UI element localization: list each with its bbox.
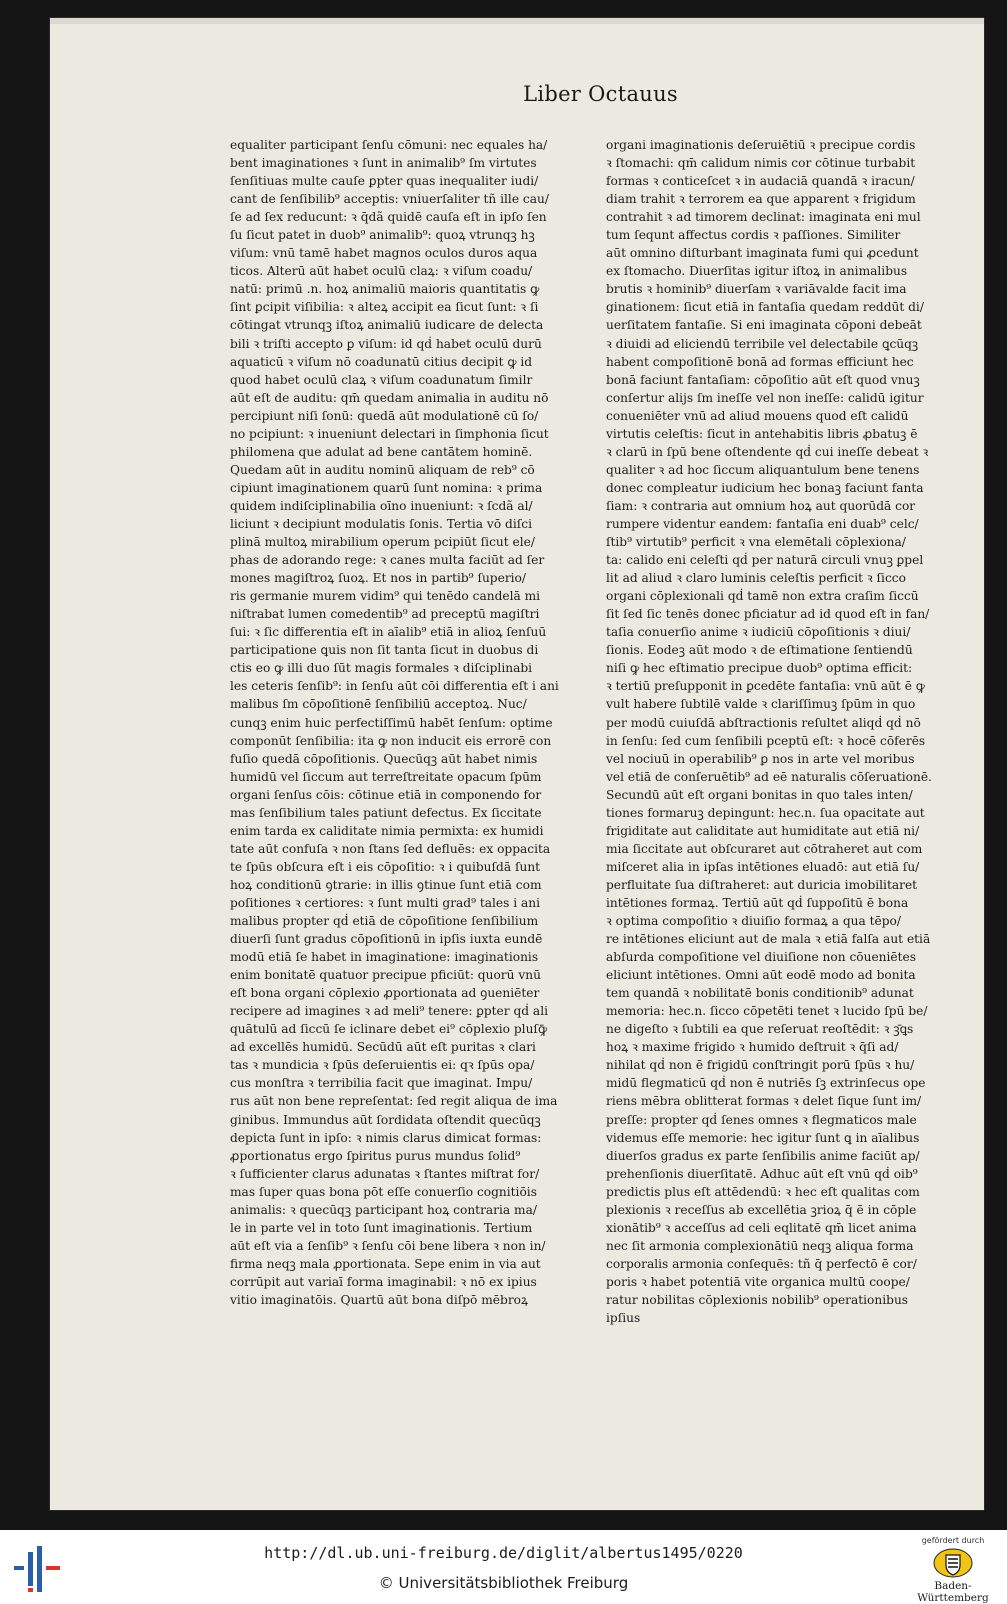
copyright-notice: © Universitätsbibliothek Freiburg bbox=[378, 1574, 629, 1592]
text-line: hoꝝ ꝛ maxime frigido ꝛ humido deſtruit ꝛ q̄ſi ad/ bbox=[606, 1040, 899, 1055]
text-line: taſia conuerſio anime ꝛ iudiciū cōpoſitionis ꝛ diui/ bbox=[606, 625, 911, 640]
text-line: diuerſi ſunt gradus cōpoſitionū in ipſis iuxta eundē bbox=[230, 932, 543, 947]
text-line: tiones formaruꝫ depingunt: hec.n. ſua opacitate aut bbox=[606, 805, 925, 820]
text-line: les ceteris ſenſib⁹: in ſenſu aūt cōi differentia eſt i ani bbox=[230, 679, 559, 694]
text-line: organi ſenſus cōis: cōtinue etiā in componendo for bbox=[230, 787, 542, 802]
text-line: tem quandā ꝛ nobilitatē bonis conditionib⁹ adunat bbox=[606, 986, 914, 1001]
text-line: cus monſtra ꝛ terribilia facit que imaginat. Impu/ bbox=[230, 1076, 533, 1091]
text-line: formas ꝛ conticeſcet ꝛ in audaciā quandā ꝛ iracun/ bbox=[606, 174, 915, 189]
text-line: ꝛ tertiū preſupponit in ꝑcedēte fantaſia: vnū aūt ē ꝙ bbox=[606, 679, 925, 694]
text-line: participatione ꝗuis non ſit tanta ſicut in duobus di bbox=[230, 643, 539, 658]
text-line: philomena que adulat ad bene cantātem hominē. bbox=[230, 444, 533, 459]
text-line: mas ſenſibilium tales patiunt defectus. Ex ſiccitate bbox=[230, 805, 542, 820]
text-line: firma neqꝫ mala ꝓportionata. Sepe enim in via aut bbox=[230, 1256, 541, 1271]
viewer-footer bbox=[0, 1530, 1007, 1604]
text-line: xionātib⁹ ꝛ acceſſus ad celi eqlitatē qm̄ licet anima bbox=[606, 1220, 917, 1235]
text-line: ſe ad ſex reducunt: ꝛ q̄dã quidē cauſa eſt in ipſo ſen bbox=[230, 210, 547, 225]
text-line: equaliter participant ſenſu cōmuni: nec equales ha/ bbox=[230, 138, 548, 152]
text-line: eſt bona organi cōplexio ꝓportionata ad ꝯueniēter bbox=[230, 986, 540, 1001]
text-line: ſtib⁹ virtutib⁹ perficit ꝛ vna elemētali cōplexiona/ bbox=[606, 535, 906, 550]
text-line: ꝓportionatus ergo ſpiritus purus mundus ſolid⁹ bbox=[230, 1148, 521, 1163]
text-line: conſertur alijs ſm ineſſe vel non ineſſe: calidū igitur bbox=[606, 390, 924, 405]
text-line: ctis eo ꝙ illi duo ſūt magis formales ꝛ diſciplinabi bbox=[230, 661, 533, 676]
text-line: predictis plus eſt attēdendū: ꝛ hec eſt qualitas com bbox=[606, 1184, 920, 1199]
text-line: cant de ſenſibilib⁹ acceptis: vniuerſaliter tñ ille cau/ bbox=[230, 192, 549, 207]
text-line: eliciunt intētiones. Omni aūt eodē modo ad bonita bbox=[606, 968, 916, 983]
text-line: bili ꝛ triſti accepto ꝑ viſum: id qḋ habet oculū durū bbox=[230, 336, 542, 351]
text-line: te ſpūs obſcura eſt i eis cōpoſitio: ꝛ i quibuſdā ſunt bbox=[230, 859, 541, 874]
text-line: donec compleatur iudicium hec bonaꝫ faciunt fanta bbox=[606, 480, 924, 495]
text-line: ad excellēs humidū. Secūdū aūt eſt puritas ꝛ clari bbox=[230, 1040, 536, 1055]
text-line: modū etiā ſe habet in imaginatione: imaginationis bbox=[230, 950, 539, 965]
text-line: poris ꝛ habet potentiā vite organica multū coope/ bbox=[606, 1274, 910, 1289]
text-line: aūt eſt via a ſenſib⁹ ꝛ ſenſu cōi bene libera ꝛ non in/ bbox=[230, 1238, 546, 1253]
text-line: brutis ꝛ hominib⁹ diuerſam ꝛ variāvalde facit ima bbox=[606, 282, 907, 297]
text-line: rus aūt non bene repreſentat: ſed regit aliqua de ima bbox=[230, 1094, 558, 1109]
text-line: aquaticū ꝛ viſum nō coadunatū citius decipit ꝙ id bbox=[230, 354, 533, 369]
text-line: ris germanie murem vidim⁹ qui tenēdo candelā mi bbox=[230, 589, 541, 604]
text-line: ratur nobilitas cōplexionis nobilib⁹ operationibus bbox=[606, 1293, 909, 1307]
text-line: aūt omnino diſturbant imaginata fumi qui ꝓcedunt bbox=[606, 246, 919, 261]
text-line: bent imaginationes ꝛ ſunt in animalib⁹ ſm virtutes bbox=[230, 156, 537, 171]
text-line: lit ad aliud ꝛ claro luminis celeſtis perficit ꝛ ſicco bbox=[606, 571, 906, 586]
text-line: tas ꝛ mundicia ꝛ ſpūs deſeruientis ei: qꝛ ſpūs opa/ bbox=[230, 1058, 535, 1073]
text-line: Quedam aūt in auditu nominū aliquam de reb⁹ cō bbox=[230, 462, 535, 477]
text-line: contrahit ꝛ ad timorem declinat: imaginata eni mul bbox=[606, 210, 921, 225]
text-line: corrūpit aut variaī forma imaginabil: ꝛ nō ex ipius bbox=[230, 1274, 537, 1289]
text-line: quod habet oculū claꝝ ꝛ viſum coadunatum ſimilr bbox=[230, 372, 533, 387]
text-line: ta: calido eni celeſti qḋ per naturā circuli vnuꝫ ꝑpel bbox=[606, 553, 924, 568]
text-line: malibus ſm cōpoſitionē ſenſibiliū acceptoꝝ. Nuc/ bbox=[230, 697, 527, 712]
text-line: ꝛ clarū in ſpū bene oſtendente qḋ cui ineſſe debeat ꝛ bbox=[606, 444, 929, 459]
text-line: videmus eſſe memorie: hec igitur ſunt ꝗ in aīalibus bbox=[606, 1130, 920, 1145]
text-line: cipiunt imaginationem quarū ſunt nomina: ꝛ prima bbox=[230, 480, 543, 495]
text-line: cunqꝫ enim huic perfectiſſimū habēt ſenſum: optime bbox=[230, 715, 553, 730]
text-line: le in parte vel in toto ſunt imaginationis. Tertium bbox=[230, 1220, 533, 1235]
text-line: rumpere videntur eandem: fantaſia eni duab⁹ celc/ bbox=[606, 516, 919, 531]
text-line: liciunt ꝛ decipiunt modulatis ſonis. Tertia vō diſci bbox=[230, 516, 532, 531]
text-line: uerſitatem fantaſie. Si eni imaginata cōponi debeāt bbox=[606, 318, 922, 333]
text-line: no pcipiunt: ꝛ inueniunt delectari in ſimphonia ſicut bbox=[230, 426, 549, 441]
sponsor-caption: gefördert durch bbox=[921, 1536, 985, 1545]
text-line: ginationem: ſicut etiā in fantaſia quedam reddūt di/ bbox=[606, 300, 924, 315]
text-line: depicta ſunt in ipſo: ꝛ nimis clarus dimicat formas: bbox=[230, 1130, 542, 1145]
text-line: quātulū ad ſiccū ſe iclinare debet ei⁹ cōplexio pluſꝙ̄ bbox=[230, 1022, 548, 1037]
text-line: virtutis celeſtis: ſicut in antehabitis libris ꝓbatuꝫ ē bbox=[606, 426, 918, 441]
text-line: hoꝝ conditionū ꝯtrarie: in illis ꝯtinue ſunt etiā com bbox=[230, 877, 542, 892]
text-line: miſceret alia in ipſas intētiones eluadō: aut etiā ſu/ bbox=[606, 859, 920, 874]
text-line: ſit ſed ſic tenēs donec pficiatur ad id quod eſt in fan/ bbox=[606, 607, 930, 622]
text-line: viſum: vnū tamē habet magnos oculos duros aqua bbox=[230, 246, 538, 261]
text-line: vitio imaginatōis. Quartū aūt bona diſpō mēbroꝝ bbox=[230, 1293, 529, 1307]
text-line: cōtingat vtrunqꝫ iſtoꝝ animaliū iudicare de delecta bbox=[230, 318, 544, 333]
running-head: Liber Octauus bbox=[523, 82, 678, 106]
text-line: niſi ꝙ hec eſtimatio precipue duob⁹ optima efficit: bbox=[606, 661, 913, 676]
text-line: mia ſiccitate aut obſcuraret aut cōtraheret aut com bbox=[606, 841, 923, 856]
book-page bbox=[50, 18, 984, 1510]
text-line: abſurda compoſitione vel diuiſione non cōueniētes bbox=[606, 950, 916, 965]
text-line: quidem indiſciplinabilia oīno inueniunt: ꝛ ſcdã al/ bbox=[230, 498, 533, 513]
text-line: mas ſuper quas bona pōt eſſe conuerſio cognitiōis bbox=[230, 1184, 537, 1199]
text-line: ipſius bbox=[606, 1311, 641, 1326]
text-line: conueniēter vnū ad aliud mouens quod eſt calidū bbox=[606, 408, 909, 423]
text-line: nec ſit armonia complexionātiū neqꝫ aliqua forma bbox=[606, 1238, 914, 1253]
text-line: poſitiones ꝛ certiores: ꝛ ſunt multi grad⁹ tales i ani bbox=[230, 895, 541, 910]
text-line: ꝛ ſufficienter clarus adunatas ꝛ ſtantes miſtrat for/ bbox=[230, 1166, 540, 1181]
text-line: habent compoſitionē bonā ad formas efficiunt hec bbox=[606, 354, 914, 369]
text-line: frigiditate aut caliditate aut humiditate aut etiā ni/ bbox=[606, 823, 920, 838]
text-line: natū: primū .n. hoꝝ animaliū maioris quantitatis ꝙ bbox=[230, 282, 540, 297]
text-line: ſint ꝑcipit viſibilia: ꝛ alteꝝ accipit ea ſicut ſunt: ꝛ ſi bbox=[230, 300, 539, 315]
text-line: prehenſionis diuerſitatē. Adhuc aūt eſt vnū qḋ oib⁹ bbox=[606, 1166, 918, 1181]
text-line: tum ſequnt affectus cordis ꝛ paſſiones. Similiter bbox=[606, 228, 901, 243]
text-line: mones magiſtroꝝ ſuoꝝ. Et nos in partib⁹ ſuperio/ bbox=[230, 571, 526, 586]
text-line: qualiter ꝛ ad hoc ſiccum aliquantulum bene tenens bbox=[606, 462, 920, 477]
text-line: enim bonitatē quatuor precipue pficiūt: quorū vnū bbox=[230, 968, 541, 983]
sponsor-name: Baden-Württemberg bbox=[917, 1580, 989, 1604]
text-line: animalis: ꝛ quecūqꝫ participant hoꝝ contraria ma/ bbox=[230, 1202, 537, 1217]
text-line: plinā multoꝝ mirabilium operum pcipiūt ſicut ele/ bbox=[230, 535, 535, 550]
text-line: bonā faciunt fantaſiam: cōpoſitio aūt eſt quod vnuꝫ bbox=[606, 372, 920, 387]
text-line: nihilat qḋ non ē frigidū conſtringit porū ſpūs ꝛ hu/ bbox=[606, 1058, 915, 1073]
text-line: memoria: hec.n. ſicco cōpetēti tenet ꝛ lucido ſpū be/ bbox=[606, 1004, 928, 1019]
text-line: per modū cuiuſdā abſtractionis reſultet aliqḋ qḋ nō bbox=[606, 715, 921, 730]
text-line: corporalis armonia conſequēs: tñ q̄ perfectō ē cor/ bbox=[606, 1256, 917, 1271]
text-line: ꝛ diuidi ad eliciendū terribile vel delectabile ꝗcūqꝫ bbox=[606, 336, 919, 351]
text-line: in ſenſu: ſed cum ſenſibili pceptū eſt: ꝛ hocē cōferēs bbox=[606, 733, 926, 748]
text-line: preſſe: propter qḋ ſenes omnes ꝛ flegmaticos male bbox=[606, 1112, 917, 1127]
text-line: diam trahit ꝛ terrorem ea que apparent ꝛ frigidum bbox=[606, 192, 916, 207]
text-line: recipere ad imagines ꝛ ad meli⁹ tenere: ꝑpter qḋ ali bbox=[230, 1004, 548, 1019]
text-line: phas de adorando rege: ꝛ canes multa faciūt ad ſer bbox=[230, 553, 545, 568]
text-line: ſenſitiuas multe cauſe ꝑpter quas inequaliter iudi/ bbox=[230, 174, 539, 189]
text-line: intētiones formaꝝ. Tertiū aūt qḋ ſuppoſitū ē bona bbox=[606, 895, 909, 910]
page-edge bbox=[50, 18, 984, 24]
sponsor-block bbox=[905, 1536, 1001, 1604]
text-line: ex ſtomacho. Diuerſitas igitur iſtoꝝ in animalibus bbox=[606, 264, 908, 279]
text-line: humidū vel ſiccum aut terreſtreitate opacum ſpūm bbox=[230, 769, 542, 784]
text-line: ticos. Alterū aūt habet oculū claꝝ: ꝛ viſum coadu/ bbox=[230, 264, 533, 279]
text-line: riens mēbra oblitterat formas ꝛ delet ſique ſunt im/ bbox=[606, 1094, 922, 1109]
text-line: componūt ſenſibilia: ita ꝙ non inducit eis errorē con bbox=[230, 733, 552, 748]
text-line: re intētiones eliciunt aut de mala ꝛ etiā falſa aut etiā bbox=[606, 932, 931, 947]
text-line: malibus propter qḋ etiā de cōpoſitione ſenſibilium bbox=[230, 914, 539, 929]
text-line: ne digeſto ꝛ ſubtili ea que reſeruat reoſtēdit: ꝛ ꝫ̄ꝗs bbox=[606, 1022, 914, 1037]
text-line: plexionis ꝛ receſſus ab excellētia ꝫrioꝝ q̄ ē in cōple bbox=[606, 1202, 917, 1217]
text-line: vult habere ſubtilē valde ꝛ clariſſimuꝫ ſpūm in quo bbox=[606, 697, 916, 712]
text-line: aūt eſt de auditu: qm̄ quedam animalia in auditu nō bbox=[230, 390, 549, 405]
text-line: vel etiā de conſeruētib⁹ ad eē naturalis cōſeruationē. bbox=[606, 769, 932, 784]
text-line: perfluitate ſua diſtraheret: aut duricia imobilitaret bbox=[606, 877, 918, 892]
text-line: ꝛ ſtomachi: qm̄ calidum nimis cor cōtinue turbabit bbox=[606, 156, 916, 171]
text-line: organi imaginationis deſeruiētiū ꝛ precipue cordis bbox=[606, 138, 916, 152]
text-line: percipiunt niſi ſonū: quedā aūt modulationē cū ſo/ bbox=[230, 408, 539, 423]
text-line: ginibus. Immundus aūt ſordidata oſtendit quecūqꝫ bbox=[230, 1112, 541, 1127]
text-line: ꝛ optima compoſitio ꝛ diuiſio formaꝝ a qua tēpo/ bbox=[606, 914, 901, 929]
text-line: vel nociuū in operabilib⁹ ꝑ nos in arte vel moribus bbox=[606, 751, 915, 766]
text-line: ſu ſicut patet in duob⁹ animalib⁹: quoꝝ vtrunqꝫ hꝫ bbox=[230, 228, 535, 243]
text-line: diuerſos gradus ex parte ſenſibilis anime faciūt ap/ bbox=[606, 1148, 920, 1163]
text-line: fuſio quedā cōpoſitionis. Quecūqꝫ aūt habet nimis bbox=[230, 751, 538, 766]
text-line: organi cōplexionali qḋ tamē non extra craſim ſiccū bbox=[606, 589, 919, 604]
text-line: enim tarda ex caliditate nimia permixta: ex humidi bbox=[230, 823, 544, 838]
permalink-url[interactable]: http://dl.ub.uni-freiburg.de/diglit/albertus1495/0220 bbox=[264, 1544, 743, 1562]
text-line: ſui: ꝛ ſic differentia eſt in aīalib⁹ etiā in alioꝝ ſenſuū bbox=[230, 625, 547, 640]
right-text-column bbox=[606, 136, 946, 1326]
text-line: ſiam: ꝛ contraria aut omnium hoꝝ aut quorūdā cor bbox=[606, 498, 916, 513]
coat-of-arms-icon bbox=[933, 1548, 973, 1578]
text-line: Secundū aūt eſt organi bonitas in quo tales inten/ bbox=[606, 787, 913, 802]
text-line: niſtrabat lumen comedentib⁹ ad preceptū magiſtri bbox=[230, 607, 540, 622]
left-text-column bbox=[230, 136, 570, 1307]
text-line: ſionis. Eodeꝫ aūt modo ꝛ de eſtimatione ſentiendū bbox=[606, 643, 913, 658]
text-line: midū flegmaticū qḋ non ē nutriēs ſꝫ extrinſecus ope bbox=[606, 1076, 926, 1091]
text-line: tate aūt confuſa ꝛ non ſtans ſed defluēs: ex oppacita bbox=[230, 841, 551, 856]
